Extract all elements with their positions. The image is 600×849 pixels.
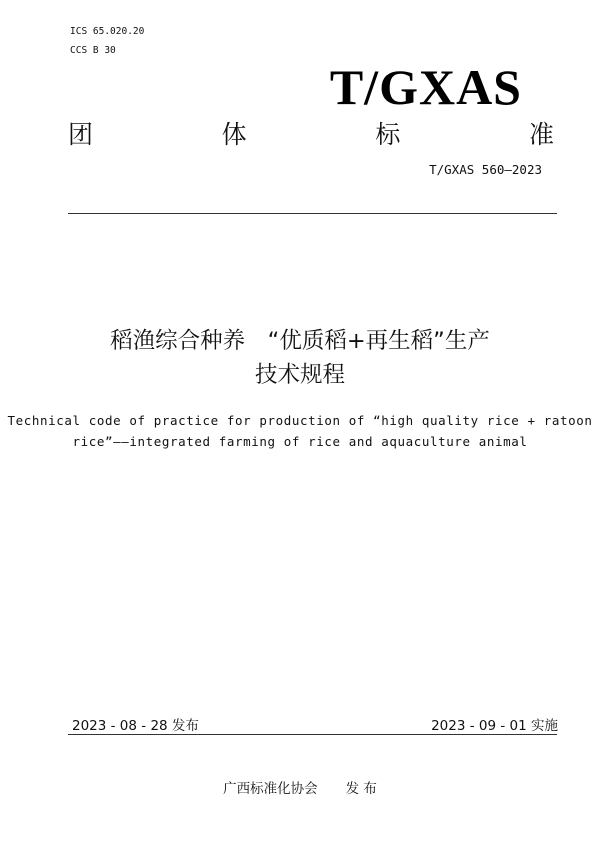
group-standard-char: 团 <box>68 120 94 149</box>
english-title-line: Technical code of practice for production of “high quality rice + ratoon <box>7 413 593 428</box>
chinese-title-line: 技术规程 <box>254 362 345 388</box>
ccs-code: CCS B 30 <box>70 45 116 56</box>
group-standard-heading <box>68 115 554 151</box>
bottom-divider <box>68 734 557 735</box>
english-title <box>0 410 600 452</box>
standard-logo: T/GXAS <box>329 59 522 115</box>
group-standard-char: 体 <box>221 120 247 149</box>
group-standard-char: 标 <box>375 120 401 149</box>
top-divider <box>68 213 557 214</box>
chinese-title <box>0 324 600 392</box>
implement-date: 2023 - 09 - 01 实施 <box>431 718 558 734</box>
issuer-line <box>0 777 600 797</box>
issue-word: 发 布 <box>345 781 377 797</box>
ics-code: ICS 65.020.20 <box>70 26 145 37</box>
chinese-title-line: 稻渔综合种养 “优质稻+再生稻”生产 <box>110 328 490 354</box>
standard-number: T/GXAS 560—2023 <box>429 162 542 177</box>
group-standard-char: 准 <box>528 120 554 149</box>
publish-date: 2023 - 08 - 28 发布 <box>72 718 199 734</box>
issuer-name: 广西标准化协会 <box>223 781 318 797</box>
english-title-line: rice”——integrated farming of rice and aquaculture animal <box>72 434 528 449</box>
